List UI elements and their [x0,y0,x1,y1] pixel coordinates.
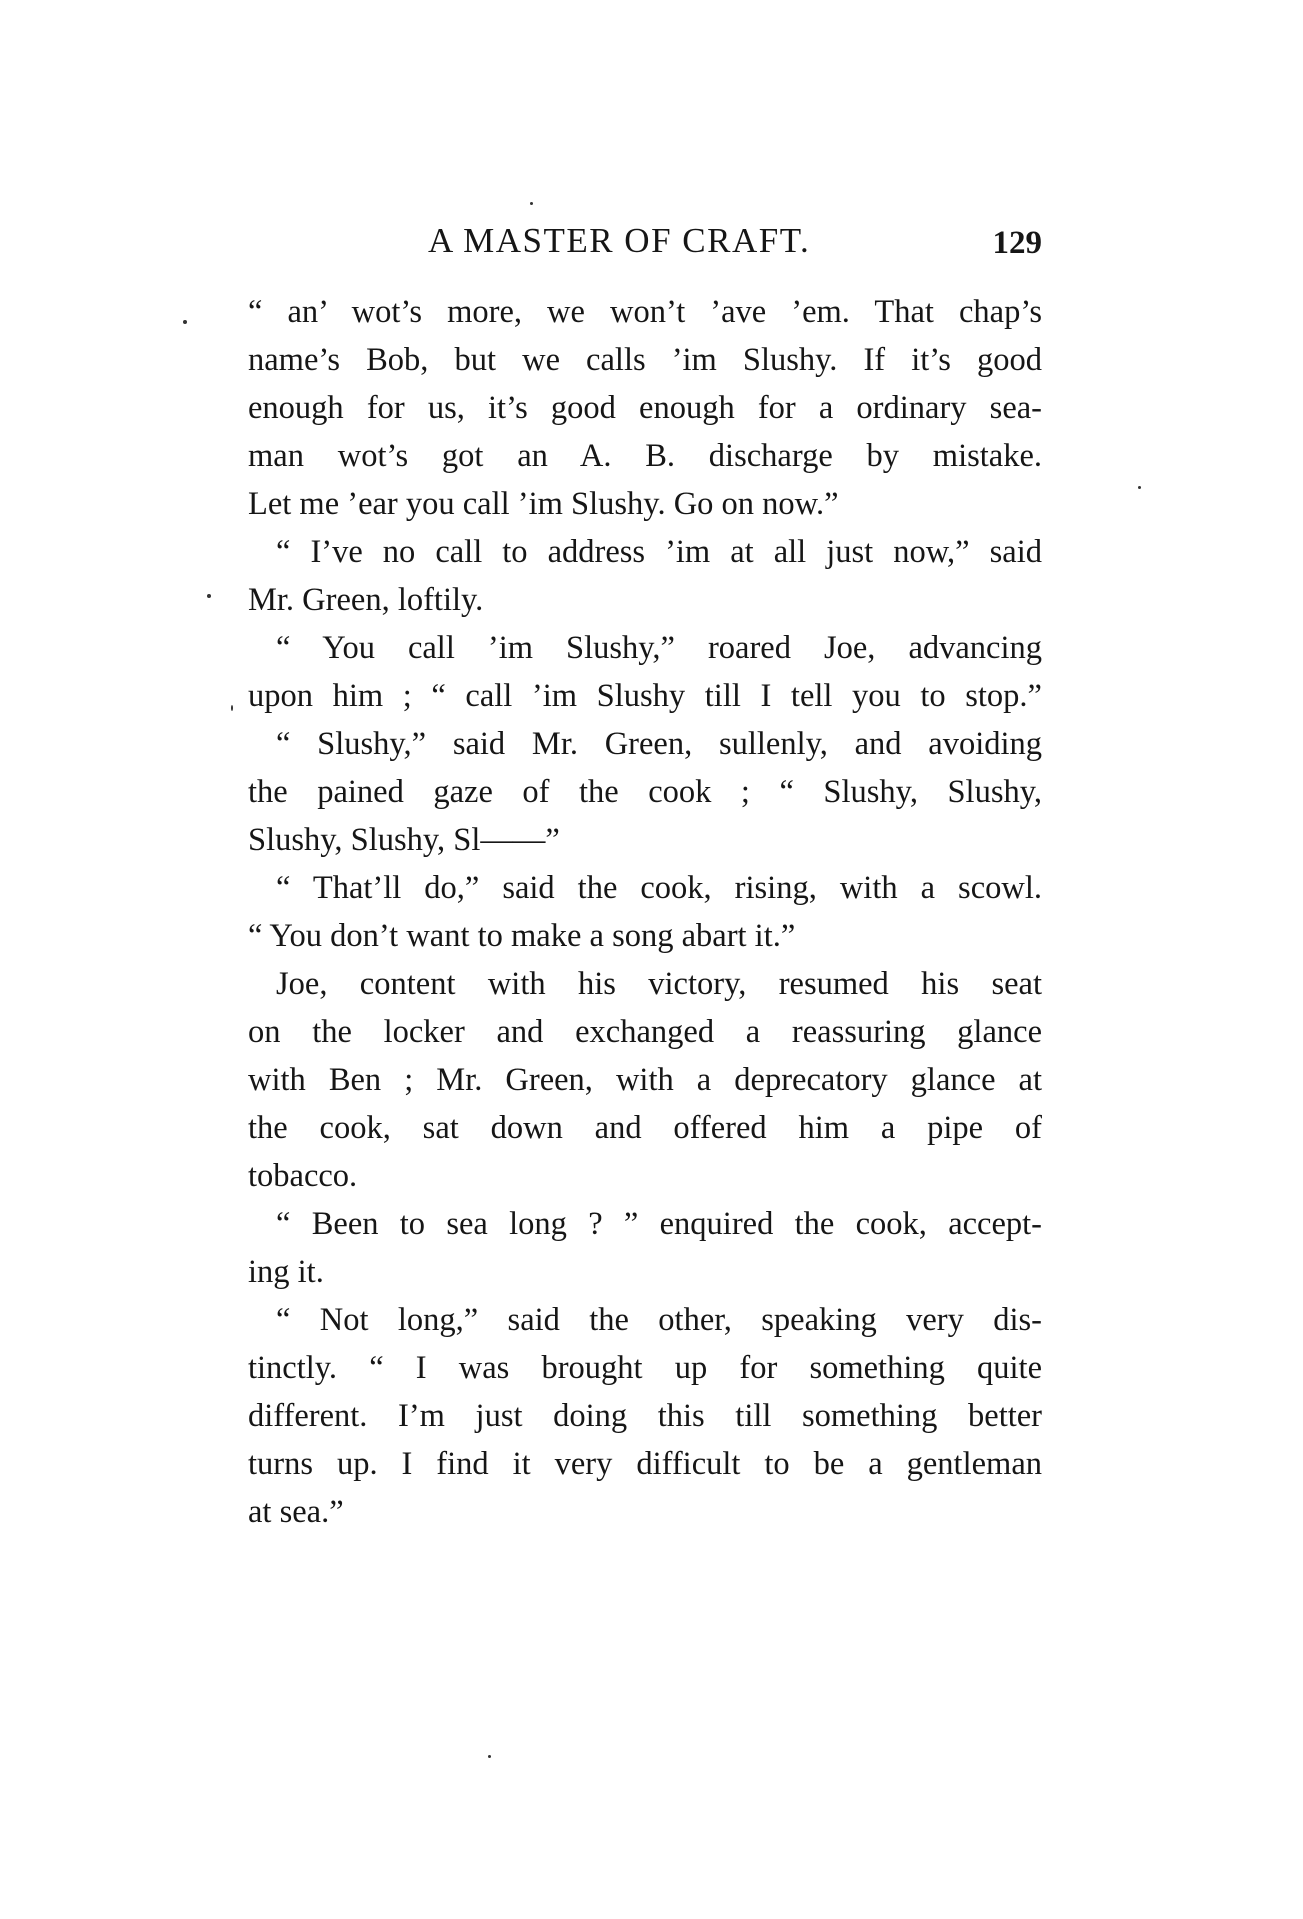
text-line: “ Slushy,” said Mr. Green, sullenly, and avoiding [276,726,1042,762]
scan-speck [1138,486,1141,489]
text-line: “ You don’t want to make a song abart it.” [248,918,796,954]
text-line: Slushy, Slushy, Sl——” [248,822,560,858]
text-line: “ an’ wot’s more, we won’t ’ave ’em. That chap’s [248,294,1042,330]
text-line: tinctly. “ I was brought up for something quite [248,1350,1042,1386]
paragraph [248,1296,1042,1536]
text-line: Let me ’ear you call ’im Slushy. Go on now.” [248,486,839,522]
scan-speck [530,202,533,205]
text-line: with Ben ; Mr. Green, with a deprecatory glance at [248,1062,1042,1098]
paragraph [248,288,1042,528]
paragraph [248,960,1042,1200]
text-line: “ Been to sea long ? ” enquired the cook, accept- [276,1206,1042,1242]
text-line: the pained gaze of the cook ; “ Slushy, Slushy, [248,774,1042,810]
text-line: “ Not long,” said the other, speaking very dis- [276,1302,1042,1338]
text-line: tobacco. [248,1158,358,1194]
text-line: Joe, content with his victory, resumed his seat [276,966,1042,1002]
body-text [248,288,1042,1536]
text-line: at sea.” [248,1494,344,1530]
text-line: ing it. [248,1254,324,1290]
running-head [248,218,1042,264]
text-line: Mr. Green, loftily. [248,582,484,618]
page-number: 129 [992,225,1042,261]
text-line: “ I’ve no call to address ’im at all just now,” said [276,534,1042,570]
text-line: man wot’s got an A. B. discharge by mistake. [248,438,1042,474]
text-line: enough for us, it’s good enough for a ordinary sea- [248,390,1042,426]
scan-speck [183,320,187,324]
scan-speck [231,705,233,711]
text-line: “ That’ll do,” said the cook, rising, with a scowl. [276,870,1042,906]
scan-speck [207,594,211,598]
text-line: the cook, sat down and offered him a pipe of [248,1110,1042,1146]
paragraph [248,864,1042,960]
text-line: different. I’m just doing this till something better [248,1398,1042,1434]
paragraph [248,624,1042,720]
paragraph [248,1200,1042,1296]
running-title: A MASTER OF CRAFT. [428,221,811,260]
paragraph [248,720,1042,864]
paragraph [248,528,1042,624]
text-line: name’s Bob, but we calls ’im Slushy. If it’s good [248,342,1042,378]
text-line: upon him ; “ call ’im Slushy till I tell you to stop.” [248,678,1042,714]
scan-speck [488,1755,491,1758]
text-line: “ You call ’im Slushy,” roared Joe, advancing [276,630,1042,666]
text-line: on the locker and exchanged a reassuring glance [248,1014,1042,1050]
text-line: turns up. I find it very difficult to be a gentleman [248,1446,1042,1482]
